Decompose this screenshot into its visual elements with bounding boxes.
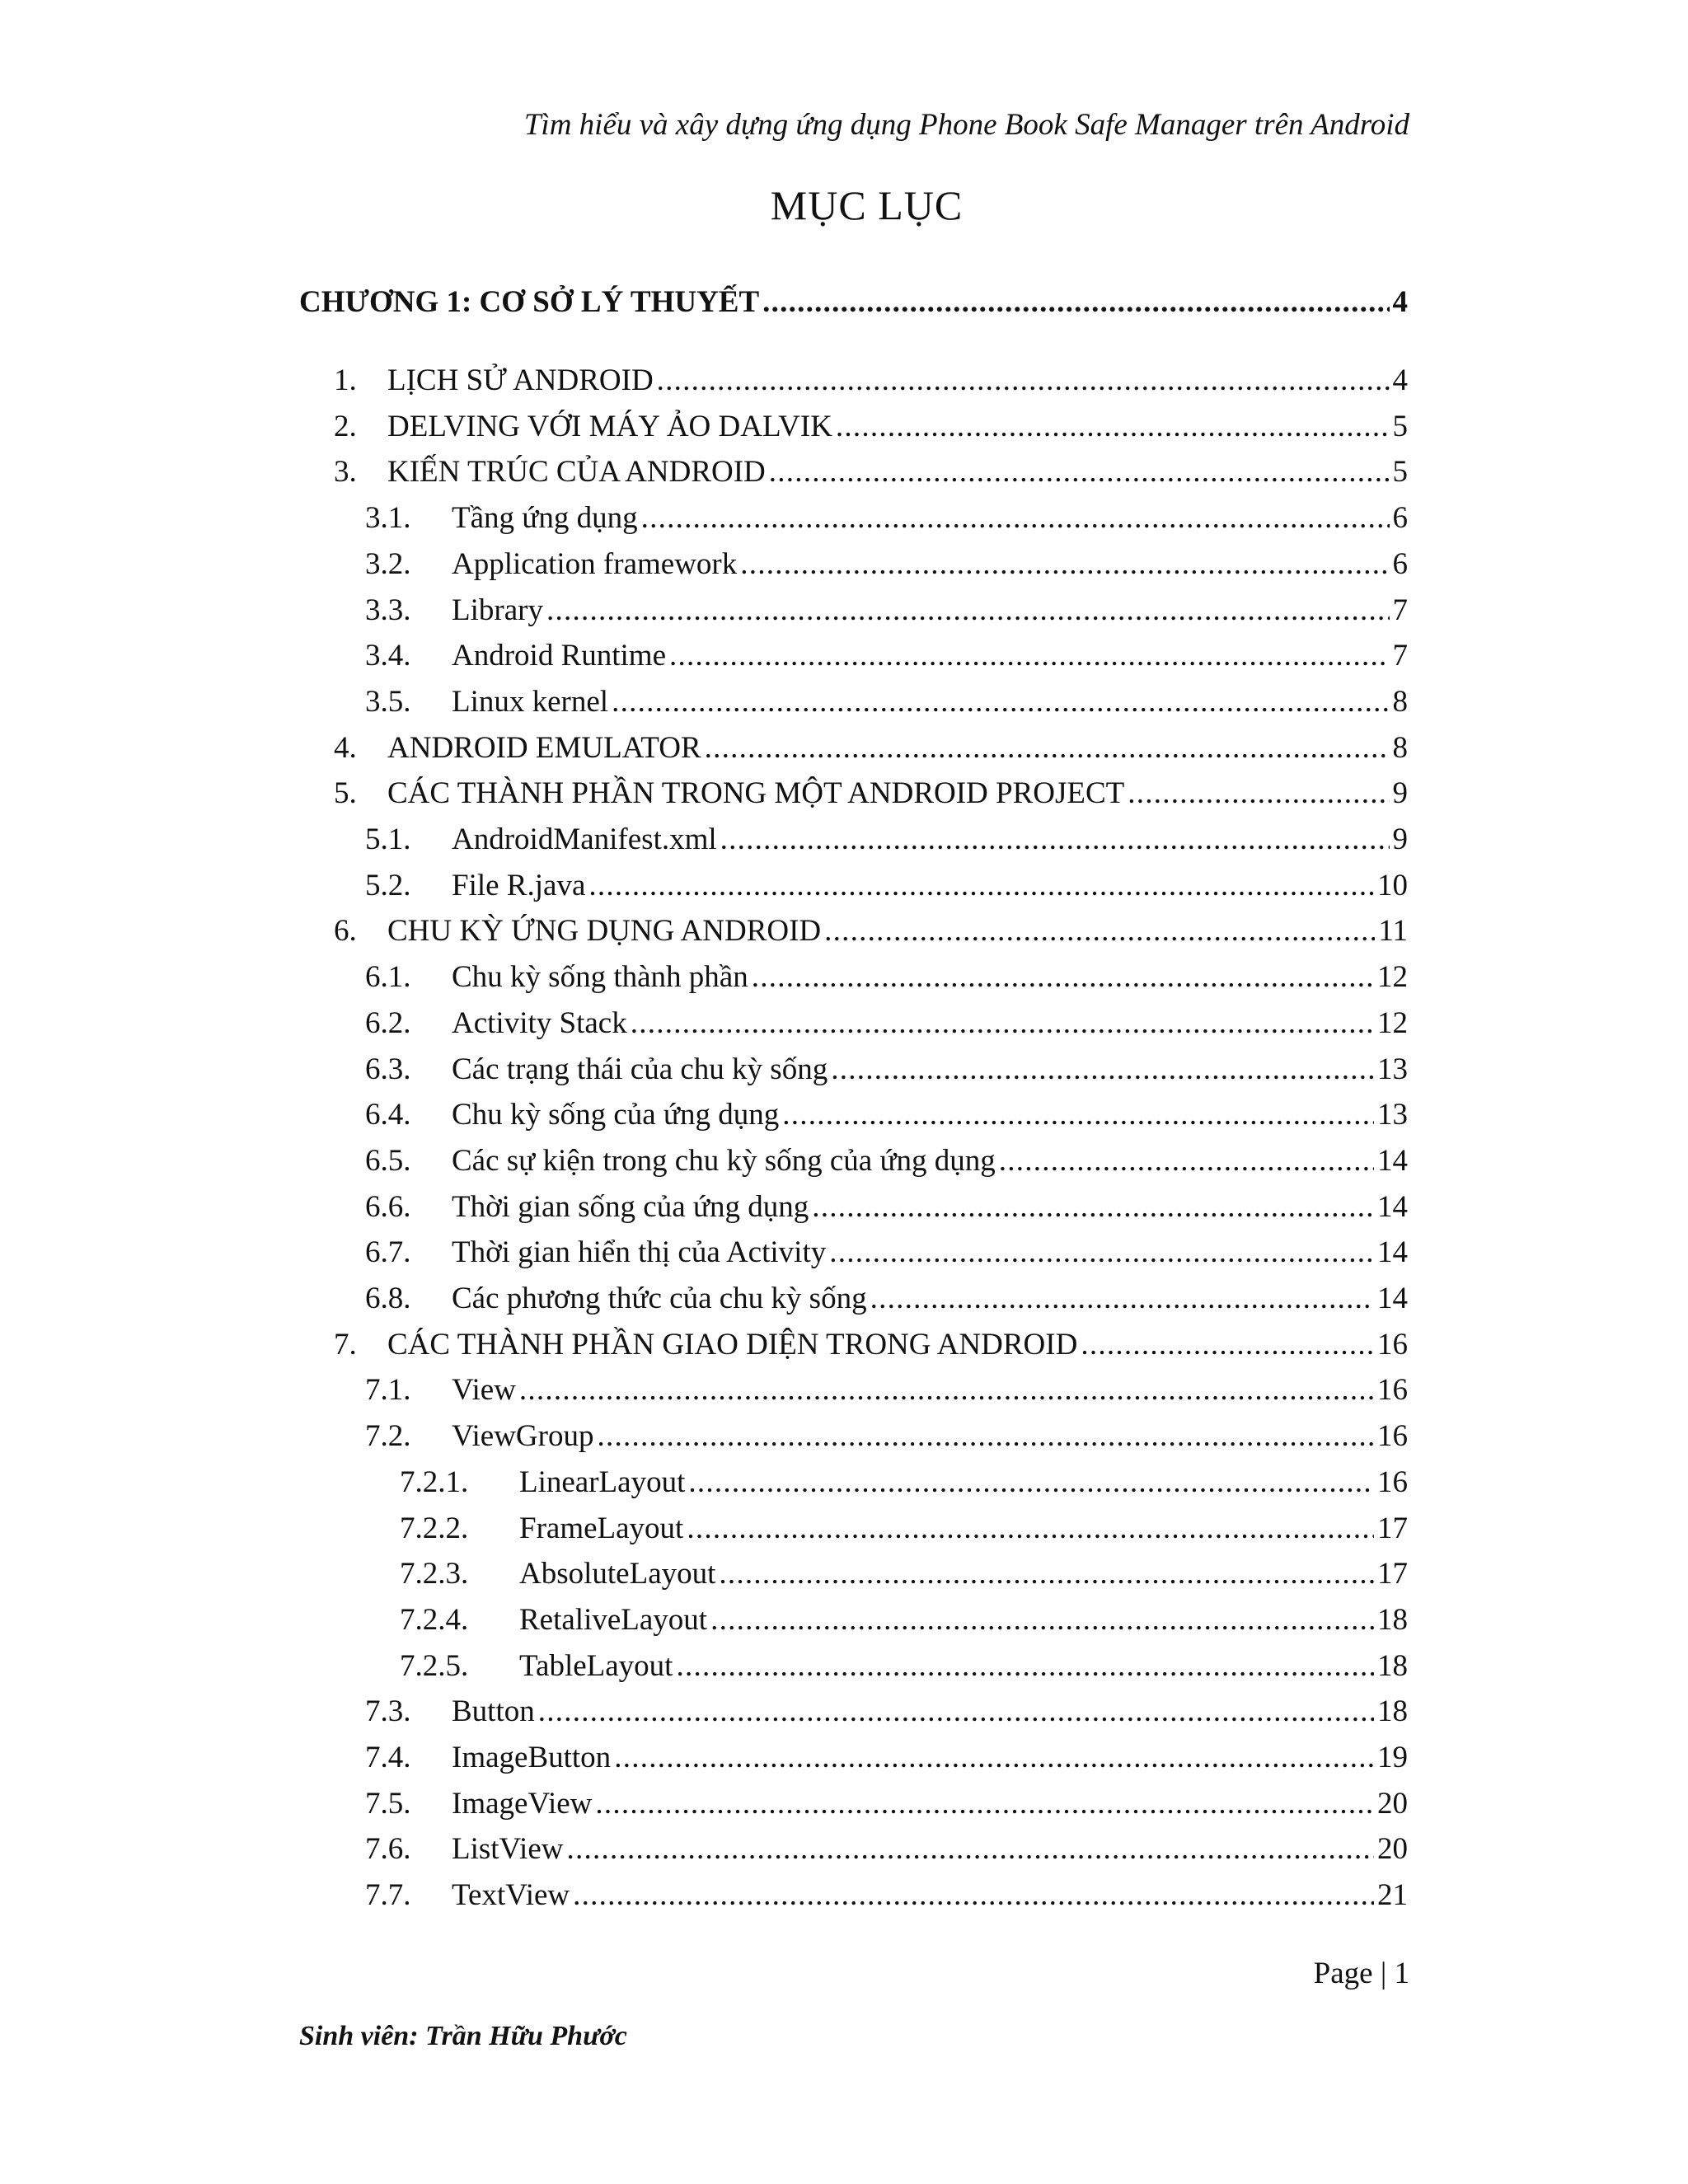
toc-leader-dots bbox=[641, 500, 1390, 536]
toc-page-number: 8 bbox=[1392, 684, 1408, 719]
toc-number: 2. bbox=[334, 409, 357, 443]
toc-label: ViewGroup bbox=[452, 1419, 594, 1454]
toc-leader-dots bbox=[588, 868, 1374, 903]
toc-number: 6.1. bbox=[365, 960, 411, 995]
toc-entry[interactable] bbox=[299, 409, 1408, 450]
toc-label: CHU KỲ ỨNG DỤNG ANDROID bbox=[387, 914, 822, 949]
toc-number: 7.3. bbox=[365, 1694, 411, 1729]
toc-label: DELVING VỚI MÁY ẢO DALVIK bbox=[387, 409, 832, 443]
toc-label: Android Runtime bbox=[452, 639, 667, 673]
toc-entry[interactable] bbox=[299, 1648, 1408, 1690]
toc-label: Các sự kiện trong chu kỳ sống của ứng dụng bbox=[452, 1143, 996, 1178]
toc-number: 7.2.5. bbox=[400, 1648, 469, 1683]
toc-entry[interactable] bbox=[299, 1281, 1408, 1322]
toc-label: ListView bbox=[452, 1832, 564, 1867]
toc-leader-dots bbox=[999, 1143, 1374, 1179]
toc-page-number: 9 bbox=[1392, 776, 1408, 811]
toc-page-number: 19 bbox=[1377, 1741, 1408, 1774]
toc-label: LỊCH SỬ ANDROID bbox=[387, 363, 654, 397]
toc-label: Library bbox=[452, 593, 543, 627]
toc-label: Các trạng thái của chu kỳ sống bbox=[452, 1052, 828, 1086]
toc-label: Thời gian hiển thị của Activity bbox=[452, 1235, 827, 1270]
toc-leader-dots bbox=[546, 593, 1390, 628]
toc-number: 3. bbox=[334, 455, 357, 490]
toc-label: Chu kỳ sống của ứng dụng bbox=[452, 1098, 780, 1132]
toc-page-number: 16 bbox=[1377, 1465, 1408, 1499]
toc-leader-dots bbox=[769, 454, 1390, 490]
toc-page-number: 11 bbox=[1378, 914, 1408, 949]
toc-number: 7.2.4. bbox=[400, 1602, 469, 1637]
toc-page-number: 4 bbox=[1392, 363, 1408, 397]
toc-leader-dots bbox=[740, 546, 1389, 582]
toc-label: Thời gian sống của ứng dụng bbox=[452, 1189, 809, 1224]
toc-label: RetaliveLayout bbox=[519, 1602, 708, 1637]
toc-number: 5.2. bbox=[365, 868, 411, 902]
toc-number: 3.2. bbox=[365, 546, 411, 581]
toc-number: 6.7. bbox=[365, 1235, 411, 1270]
toc-number: 7.2. bbox=[365, 1419, 411, 1454]
toc-entry[interactable] bbox=[299, 1052, 1408, 1093]
toc-entry[interactable] bbox=[299, 1694, 1408, 1735]
toc-label: LinearLayout bbox=[519, 1465, 686, 1499]
toc-page-number: 16 bbox=[1377, 1327, 1408, 1361]
toc-entry[interactable] bbox=[299, 1511, 1408, 1552]
toc-page-number: 7 bbox=[1392, 639, 1408, 673]
toc-page-number: 14 bbox=[1377, 1282, 1408, 1315]
toc-number: 7.6. bbox=[365, 1832, 411, 1867]
toc-page-number: 18 bbox=[1377, 1602, 1408, 1637]
toc-entry[interactable] bbox=[299, 363, 1408, 404]
toc-entry[interactable] bbox=[299, 546, 1408, 588]
toc-label: Linux kernel bbox=[452, 684, 609, 719]
toc-number: 6.5. bbox=[365, 1143, 411, 1178]
toc-number: 6.6. bbox=[365, 1189, 411, 1224]
toc-entry[interactable] bbox=[299, 1143, 1408, 1184]
toc-number: 1. bbox=[334, 363, 357, 397]
toc-label: CHƯƠNG 1: CƠ SỞ LÝ THUYẾT bbox=[299, 285, 760, 319]
toc-entry[interactable] bbox=[299, 822, 1408, 863]
toc-page-number: 4 bbox=[1392, 285, 1408, 319]
toc-page-number: 14 bbox=[1377, 1189, 1408, 1224]
toc-page-number: 18 bbox=[1377, 1648, 1408, 1683]
toc-leader-dots bbox=[631, 1005, 1374, 1041]
toc-label: Các phương thức của chu kỳ sống bbox=[452, 1282, 867, 1315]
toc-label: Button bbox=[452, 1694, 535, 1729]
toc-page-number: 5 bbox=[1392, 409, 1408, 443]
toc-page-number: 20 bbox=[1377, 1786, 1408, 1821]
toc-label: CÁC THÀNH PHẦN TRONG MỘT ANDROID PROJECT bbox=[387, 776, 1125, 811]
toc-page-number: 16 bbox=[1377, 1419, 1408, 1454]
toc-number: 6.3. bbox=[365, 1052, 411, 1086]
toc-leader-dots bbox=[597, 1418, 1374, 1454]
toc-leader-dots bbox=[812, 1189, 1374, 1225]
toc-entry[interactable] bbox=[299, 1418, 1408, 1460]
toc-label: View bbox=[452, 1373, 516, 1408]
toc-number: 3.1. bbox=[365, 501, 411, 536]
toc-page-number: 16 bbox=[1377, 1373, 1408, 1408]
toc-page-number: 12 bbox=[1377, 960, 1408, 995]
toc-entry[interactable] bbox=[299, 868, 1408, 909]
page-number: Page | 1 bbox=[1313, 1957, 1409, 1990]
toc-number: 7.2.3. bbox=[400, 1557, 469, 1591]
toc-number: 7.2.1. bbox=[400, 1465, 469, 1499]
toc-leader-dots bbox=[566, 1831, 1374, 1867]
toc-leader-dots bbox=[824, 913, 1375, 949]
toc-leader-dots bbox=[831, 1052, 1374, 1087]
toc-label: ImageButton bbox=[452, 1741, 612, 1774]
toc-leader-dots bbox=[573, 1877, 1374, 1913]
toc-page-number: 13 bbox=[1377, 1052, 1408, 1086]
toc-leader-dots bbox=[657, 363, 1390, 398]
toc-page-number: 20 bbox=[1377, 1832, 1408, 1867]
toc-page-number: 7 bbox=[1392, 593, 1408, 627]
toc-entry[interactable] bbox=[299, 1740, 1408, 1781]
toc-leader-dots bbox=[836, 409, 1390, 444]
toc-entry[interactable] bbox=[299, 1831, 1408, 1872]
toc-entry[interactable] bbox=[299, 1097, 1408, 1138]
toc-entry[interactable] bbox=[299, 1602, 1408, 1643]
toc-number: 7.2.2. bbox=[400, 1511, 469, 1545]
toc-leader-dots bbox=[829, 1235, 1374, 1270]
toc-number: 3.4. bbox=[365, 639, 411, 673]
toc-entry[interactable] bbox=[299, 638, 1408, 679]
toc-leader-dots bbox=[719, 1556, 1374, 1591]
toc-label: CÁC THÀNH PHẦN GIAO DIỆN TRONG ANDROID bbox=[387, 1327, 1078, 1361]
toc-number: 7.4. bbox=[365, 1741, 411, 1774]
toc-leader-dots bbox=[538, 1694, 1374, 1729]
toc-leader-dots bbox=[720, 822, 1390, 857]
toc-entry[interactable] bbox=[299, 913, 1408, 954]
toc-page-number: 18 bbox=[1377, 1694, 1408, 1729]
toc-leader-dots bbox=[676, 1648, 1374, 1684]
toc-label: TextView bbox=[452, 1878, 570, 1913]
toc-leader-dots bbox=[687, 1511, 1374, 1546]
toc-entry[interactable] bbox=[299, 1005, 1408, 1047]
toc-label: File R.java bbox=[452, 868, 586, 902]
toc-leader-dots bbox=[1128, 776, 1389, 811]
toc-label: Tầng ứng dụng bbox=[452, 501, 638, 536]
toc-label: KIẾN TRÚC CỦA ANDROID bbox=[387, 455, 766, 490]
toc-entry[interactable] bbox=[299, 1189, 1408, 1230]
toc-page-number: 6 bbox=[1392, 546, 1408, 581]
toc-number: 6. bbox=[334, 914, 357, 949]
toc-leader-dots bbox=[762, 284, 1389, 320]
toc-label: Chu kỳ sống thành phần bbox=[452, 960, 748, 995]
toc-page-number: 9 bbox=[1392, 823, 1408, 856]
toc-entry[interactable] bbox=[299, 776, 1408, 817]
toc-entry[interactable] bbox=[299, 500, 1408, 541]
toc-chapter[interactable] bbox=[299, 284, 1408, 326]
toc-number: 6.4. bbox=[365, 1098, 411, 1132]
toc-label: FrameLayout bbox=[519, 1511, 684, 1545]
toc-leader-dots bbox=[669, 638, 1389, 673]
toc-entry[interactable] bbox=[299, 1877, 1408, 1919]
toc-label: ANDROID EMULATOR bbox=[387, 730, 701, 765]
toc-leader-dots bbox=[595, 1786, 1374, 1821]
toc-page-number: 17 bbox=[1377, 1511, 1408, 1545]
toc-label: Activity Stack bbox=[452, 1005, 627, 1040]
toc-label: AndroidManifest.xml bbox=[452, 823, 717, 856]
toc-number: 4. bbox=[334, 730, 357, 765]
toc-number: 7.7. bbox=[365, 1878, 411, 1913]
toc-entry[interactable] bbox=[299, 1327, 1408, 1368]
toc-number: 6.8. bbox=[365, 1282, 411, 1315]
toc-page-number: 14 bbox=[1377, 1235, 1408, 1270]
toc-leader-dots bbox=[782, 1097, 1374, 1132]
toc-entry[interactable] bbox=[299, 1556, 1408, 1597]
toc-label: TableLayout bbox=[519, 1648, 673, 1683]
toc-page-number: 13 bbox=[1377, 1098, 1408, 1132]
running-header: Tìm hiểu và xây dựng ứng dụng Phone Book Safe Manager trên Android bbox=[523, 108, 1409, 142]
toc-entry[interactable] bbox=[299, 684, 1408, 725]
toc-entry[interactable] bbox=[299, 1786, 1408, 1827]
toc-number: 7. bbox=[334, 1327, 357, 1361]
toc-number: 5.1. bbox=[365, 823, 411, 856]
toc-leader-dots bbox=[688, 1465, 1374, 1500]
toc-label: AbsoluteLayout bbox=[519, 1557, 716, 1591]
toc-entry[interactable] bbox=[299, 593, 1408, 634]
toc-page-number: 5 bbox=[1392, 455, 1408, 490]
author-line: Sinh viên: Trần Hữu Phước bbox=[299, 2021, 627, 2051]
toc-number: 7.5. bbox=[365, 1786, 411, 1821]
toc-label: Application framework bbox=[452, 546, 738, 581]
toc-leader-dots bbox=[614, 1740, 1374, 1775]
toc-leader-dots bbox=[612, 684, 1389, 719]
toc-leader-dots bbox=[519, 1372, 1374, 1408]
toc-entry[interactable] bbox=[299, 454, 1408, 495]
toc-leader-dots bbox=[752, 959, 1374, 995]
toc-page-number: 17 bbox=[1377, 1557, 1408, 1591]
toc-page-number: 8 bbox=[1392, 730, 1408, 765]
toc-leader-dots bbox=[705, 730, 1390, 766]
toc-entry[interactable] bbox=[299, 1372, 1408, 1413]
toc-number: 5. bbox=[334, 776, 357, 811]
toc-number: 6.2. bbox=[365, 1005, 411, 1040]
toc-number: 3.3. bbox=[365, 593, 411, 627]
toc-page-number: 21 bbox=[1377, 1878, 1408, 1913]
toc-leader-dots bbox=[870, 1281, 1374, 1316]
toc-entry[interactable] bbox=[299, 1465, 1408, 1506]
toc-page-number: 12 bbox=[1377, 1005, 1408, 1040]
toc-page-number: 6 bbox=[1392, 501, 1408, 536]
toc-leader-dots bbox=[710, 1602, 1374, 1638]
toc-label: ImageView bbox=[452, 1786, 593, 1821]
page-title: MỤC LỤC bbox=[770, 182, 964, 228]
toc-leader-dots bbox=[1081, 1327, 1374, 1362]
toc-number: 3.5. bbox=[365, 684, 411, 719]
toc-entry[interactable] bbox=[299, 730, 1408, 771]
toc-entry[interactable] bbox=[299, 1235, 1408, 1276]
toc-number: 7.1. bbox=[365, 1373, 411, 1408]
toc-page-number: 10 bbox=[1377, 868, 1408, 902]
toc-page-number: 14 bbox=[1377, 1143, 1408, 1178]
toc-entry[interactable] bbox=[299, 959, 1408, 1001]
